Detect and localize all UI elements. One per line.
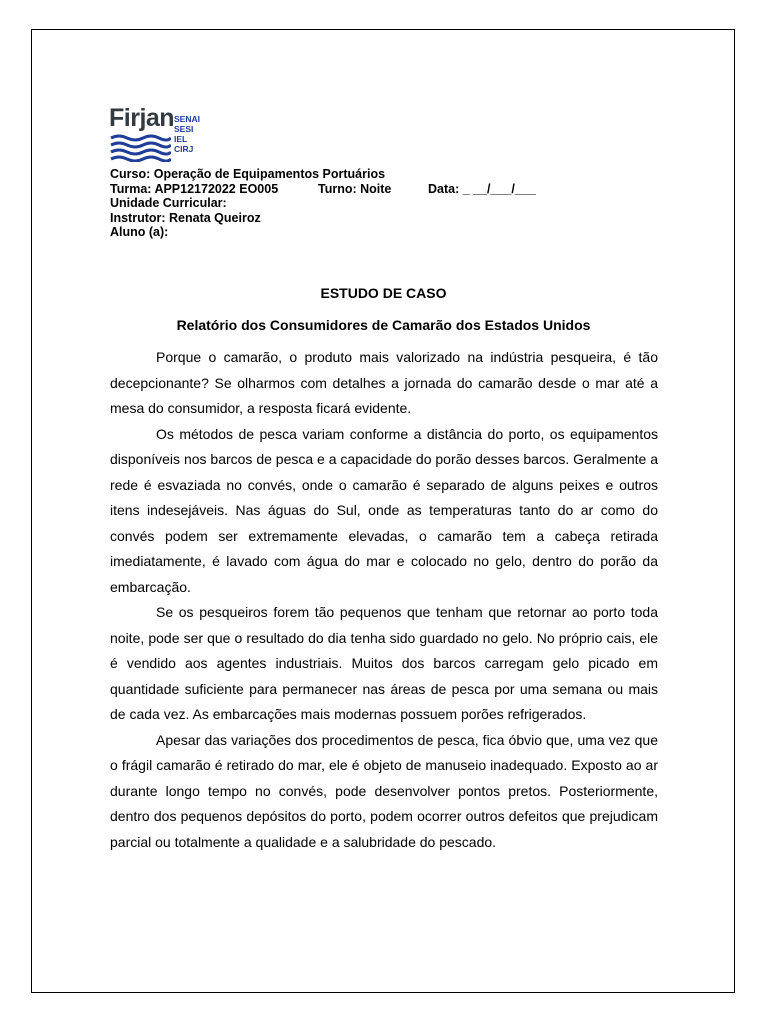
brand-cirj: CIRJ [174,144,194,154]
document-subtitle: Relatório dos Consumidores de Camarão dos Estados Unidos [176,317,591,333]
document-title: ESTUDO DE CASO [320,285,447,301]
turno-field: Turno: Noite [318,181,392,196]
aluno-line: Aluno (a): [110,225,169,239]
logo-waves-icon [109,134,171,162]
course-header [110,167,536,240]
instrutor-line: Instrutor: Renata Queiroz [110,210,261,225]
firjan-logo [109,104,229,164]
brand-sesi: SESI [174,124,194,134]
unidade-line: Unidade Curricular: [110,196,227,210]
paragraph: Se os pesqueiros forem tão pequenos que tenham que retornar ao porto toda noite, pode ser que o resultado do dia tenha sido guardado no gelo. No próprio cais, ele é vendido aos agentes industriais. Muitos dos barcos carregam gelo picado em quantidade suficiente para permanecer nas áreas de pesca por uma semana ou mais de cada vez. As embarcações mais modernas possuem porões refrigerados. [110,604,658,722]
logo-brands [174,114,200,154]
paragraph: Os métodos de pesca variam conforme a distância do porto, os equipamentos disponíveis nos barcos de pesca e a capacidade do porão desses barcos. Geralmente a rede é esvaziada no convés, onde o camarão é separado de alguns peixes e outros itens indesejáveis. Nas águas do Sul, onde as temperaturas tanto do ar como do convés podem ser extremamente elevadas, o camarão tem a cabeça retirada imediatamente, é lavado com água do mar e colocado no gelo, dentro do porão da embarcação. [110,425,658,595]
paragraph: Porque o camarão, o produto mais valorizado na indústria pesqueira, é tão decepcionante? Se olharmos com detalhes a jornada do camarão desde o mar até a mesa do consumidor, a resposta ficará evidente. [110,349,658,416]
date-field: Data: _ __/___/___ [428,181,536,196]
turma-row [110,181,536,197]
brand-senai: SENAI [174,114,200,124]
brand-iel: IEL [174,134,188,144]
document-body [110,345,658,855]
logo-wordmark: Firjan [109,104,175,132]
paragraph: Apesar das variações dos procedimentos de pesca, fica óbvio que, uma vez que o frágil camarão é retirado do mar, ele é objeto de manuseio inadequado. Exposto ao ar durante longo tempo no convés, pode desenvolver pontos pretos. Posteriormente, dentro dos pequenos depósitos do porto, podem ocorrer outros defeitos que prejudicam parcial ou totalmente a qualidade e a salubridade do pescado. [110,731,658,850]
curso-line: Curso: Operação de Equipamentos Portuários [110,167,386,181]
turma-field: Turma: APP12172022 EO005 [110,181,279,196]
